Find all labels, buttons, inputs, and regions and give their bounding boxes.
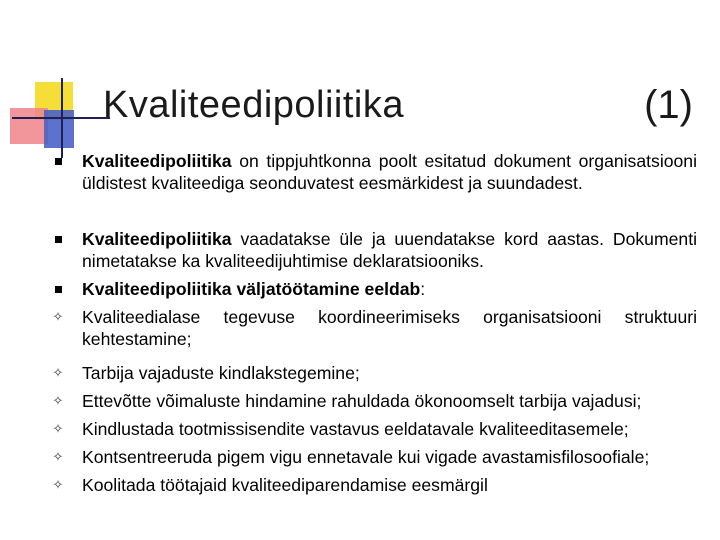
- slide-title: [103, 80, 693, 130]
- list-item: [52, 228, 697, 274]
- list-item-text: Kvaliteedipoliitika vaadatakse üle ja uuendatakse kord aastas. Dokumenti nimetatakse ka kvaliteedijuhtimise deklaratsiooniks.: [82, 229, 697, 272]
- square-bullet-icon: [52, 278, 64, 293]
- slide-number: (1): [644, 83, 693, 127]
- list-item-text: Tarbija vajaduste kindlakstegemine;: [82, 363, 360, 383]
- star-bullet-icon: ✧: [52, 477, 64, 492]
- star-bullet-icon: ✧: [52, 393, 64, 408]
- list-item: [52, 446, 697, 468]
- list-item: [52, 362, 697, 384]
- list-item-text: Kindlustada tootmissisendite vastavus eeldatavale kvaliteeditasemele;: [82, 419, 629, 439]
- decorative-logo-icon: [0, 0, 120, 160]
- list-item: [52, 306, 697, 352]
- list-item-text: Kvaliteedialase tegevuse koordineerimiseks organisatsiooni struktuuri kehtestamine;: [82, 307, 697, 350]
- list-item: [52, 474, 697, 496]
- star-bullet-icon: ✧: [52, 309, 64, 324]
- list-item-text: Kvaliteedipoliitika väljatöötamine eeldab:: [82, 279, 426, 299]
- list-item: [52, 278, 697, 300]
- star-bullet-icon: ✧: [52, 421, 64, 436]
- list-item-text: Kontsentreeruda pigem vigu ennetavale kui vigade avastamisfilosoofiale;: [82, 447, 650, 467]
- title-text: Kvaliteedipoliitika: [103, 84, 404, 126]
- star-bullet-icon: ✧: [52, 365, 64, 380]
- list-item-text: Ettevõtte võimaluste hindamine rahuldada ökonoomselt tarbija vajadusi;: [82, 391, 642, 411]
- list-item-text: Koolitada töötajaid kvaliteediparendamise eesmärgil: [82, 475, 488, 495]
- square-bullet-icon: [52, 228, 64, 243]
- list-item: [52, 418, 697, 440]
- list-item: [52, 150, 697, 218]
- square-bullet-icon: [52, 150, 64, 165]
- list-item-text: Kvaliteedipoliitika on tippjuhtkonna poolt esitatud dokument organisatsiooni üldistest kvaliteediga seonduvatest eesmärkidest ja suundadest.: [82, 151, 697, 194]
- list-item: [52, 390, 697, 412]
- star-bullet-icon: ✧: [52, 449, 64, 464]
